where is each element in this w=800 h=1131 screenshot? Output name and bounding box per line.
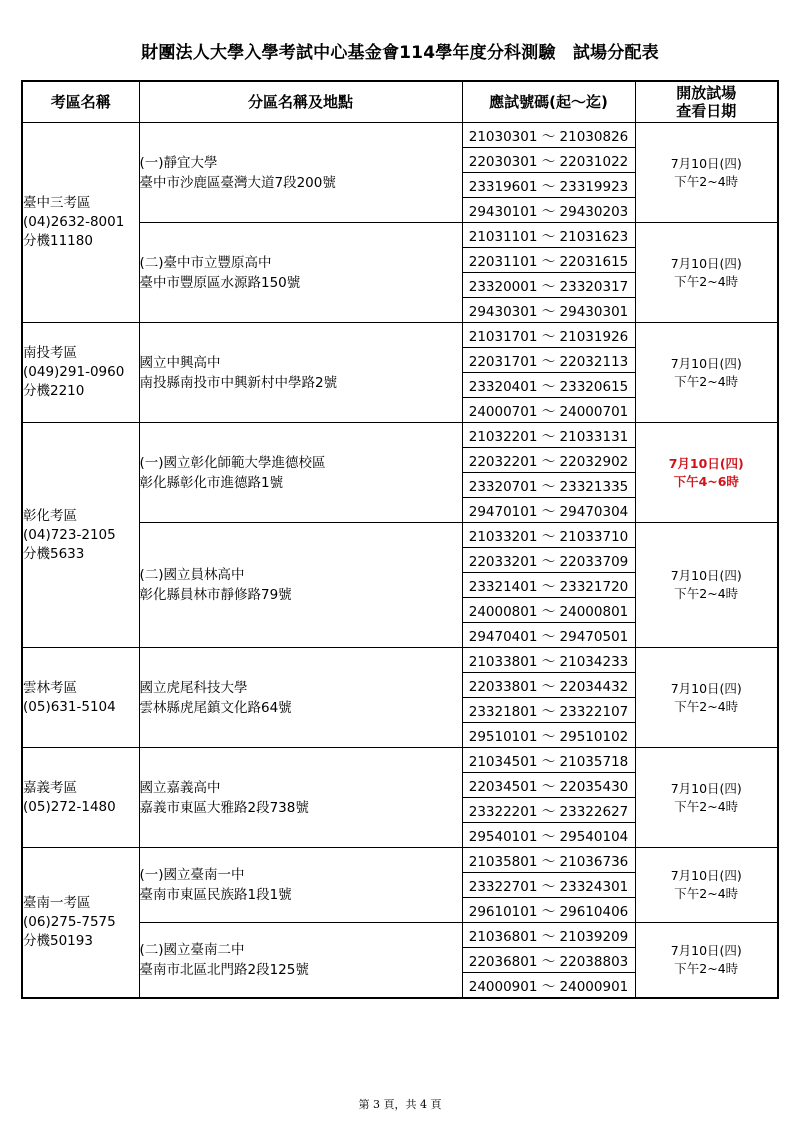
open-date: 7月10日(四)	[670, 943, 742, 958]
region-line: 彰化考區	[23, 507, 77, 524]
site-name: (二)臺中市立豐原高中	[139, 254, 272, 271]
header-region: 考區名稱	[22, 81, 139, 123]
open-time: 下午4~6時	[673, 473, 739, 489]
header-open-line1: 開放試場	[676, 84, 737, 102]
site-name: (二)國立員林高中	[139, 567, 245, 583]
region-line: (06)275-7575	[23, 914, 116, 930]
site-address: 嘉義市東區大雅路2段738號	[139, 799, 309, 816]
site-address: 臺南市北區北門路2段125號	[139, 962, 309, 978]
number-range-cell: 29510101 ～ 29510102	[462, 723, 635, 748]
region-line: 分機11180	[23, 233, 93, 249]
table-row	[22, 323, 778, 348]
region-line: 分機50193	[23, 933, 93, 949]
open-date: 7月10日(四)	[670, 155, 742, 171]
open-date-cell	[635, 523, 778, 648]
number-range-cell: 22031701 ～ 22032113	[462, 348, 635, 373]
region-line: (04)2632-8001	[23, 214, 125, 230]
open-time: 下午2~4時	[674, 798, 739, 814]
open-date: 7月10日(四)	[670, 868, 742, 883]
open-date: 7月10日(四)	[668, 455, 744, 471]
site-cell	[139, 223, 462, 323]
number-range-cell: 22032201 ～ 22032902	[462, 448, 635, 473]
region-line: (049)291-0960	[23, 364, 125, 380]
header-open-line2: 查看日期	[676, 102, 737, 120]
number-range-cell: 21034501 ～ 21035718	[462, 748, 635, 773]
site-cell	[139, 848, 462, 923]
open-date-cell	[635, 848, 778, 923]
site-address: 臺南市東區民族路1段1號	[139, 887, 292, 903]
site-address: 彰化縣彰化市進德路1號	[139, 474, 284, 491]
region-cell	[22, 123, 139, 323]
site-cell	[139, 748, 462, 848]
open-time: 下午2~4時	[674, 173, 739, 189]
region-line: (05)631-5104	[23, 698, 116, 715]
number-range-cell: 23321401 ～ 23321720	[462, 573, 635, 598]
number-range-cell: 24000701 ～ 24000701	[462, 398, 635, 423]
region-line: 分機2210	[23, 383, 85, 399]
open-date: 7月10日(四)	[670, 780, 742, 796]
number-range-cell: 21031701 ～ 21031926	[462, 323, 635, 348]
site-cell	[139, 123, 462, 223]
site-cell	[139, 523, 462, 648]
open-date: 7月10日(四)	[670, 355, 742, 371]
region-cell	[22, 423, 139, 648]
open-date: 7月10日(四)	[670, 255, 742, 271]
header-site: 分區名稱及地點	[139, 81, 462, 123]
region-line: 嘉義考區	[23, 779, 77, 796]
open-time: 下午2~4時	[674, 886, 739, 901]
site-cell	[139, 923, 462, 999]
number-range-cell: 29470101 ～ 29470304	[462, 498, 635, 523]
table-row	[22, 423, 778, 448]
number-range-cell: 29540101 ～ 29540104	[462, 823, 635, 848]
number-range-cell: 23320701 ～ 23321335	[462, 473, 635, 498]
exam-site-table	[21, 80, 779, 999]
site-name: (二)國立臺南二中	[139, 942, 245, 958]
number-range-cell: 21030301 ～ 21030826	[462, 123, 635, 148]
site-address: 彰化縣員林市靜修路79號	[139, 587, 292, 603]
number-range-cell: 23322701 ～ 23324301	[462, 873, 635, 898]
number-range-cell: 23320001 ～ 23320317	[462, 273, 635, 298]
region-cell	[22, 648, 139, 748]
number-range-cell: 22033201 ～ 22033709	[462, 548, 635, 573]
open-date-cell	[635, 123, 778, 223]
number-range-cell: 21033201 ～ 21033710	[462, 523, 635, 548]
open-date-cell	[635, 923, 778, 999]
site-cell	[139, 323, 462, 423]
page-footer: 第 3 頁，共 4 頁	[358, 1098, 442, 1111]
header-open-date	[635, 81, 778, 123]
number-range-cell: 29470401 ～ 29470501	[462, 623, 635, 648]
site-name: 國立中興高中	[139, 354, 221, 371]
site-name: (一)靜宜大學	[139, 154, 218, 171]
number-range-cell: 21033801 ～ 21034233	[462, 648, 635, 673]
site-name: (一)國立彰化師範大學進德校區	[139, 454, 326, 471]
site-address: 臺中市沙鹿區臺灣大道7段200號	[139, 174, 336, 191]
region-line: 分機5633	[23, 545, 85, 562]
table-row	[22, 123, 778, 148]
site-name: 國立嘉義高中	[139, 779, 221, 796]
number-range-cell: 23322201 ～ 23322627	[462, 798, 635, 823]
open-date-cell	[635, 648, 778, 748]
site-cell	[139, 423, 462, 523]
open-date-cell	[635, 423, 778, 523]
site-name: (一)國立臺南一中	[139, 867, 245, 883]
number-range-cell: 22031101 ～ 22031615	[462, 248, 635, 273]
table-row	[22, 748, 778, 773]
open-time: 下午2~4時	[674, 698, 739, 714]
region-line: (05)272-1480	[23, 798, 116, 815]
site-address: 雲林縣虎尾鎮文化路64號	[139, 699, 292, 716]
table-body	[22, 123, 778, 999]
site-address: 南投縣南投市中興新村中學路2號	[139, 374, 338, 391]
number-range-cell: 24000801 ～ 24000801	[462, 598, 635, 623]
number-range-cell: 21032201 ～ 21033131	[462, 423, 635, 448]
region-line: 雲林考區	[23, 679, 77, 696]
region-cell	[22, 748, 139, 848]
document-title: 財團法人大學入學考試中心基金會114學年度分科測驗 試場分配表	[141, 43, 659, 63]
number-range-cell: 24000901 ～ 24000901	[462, 973, 635, 999]
open-time: 下午2~4時	[674, 586, 739, 601]
region-line: 臺中三考區	[23, 195, 91, 211]
number-range-cell: 21036801 ～ 21039209	[462, 923, 635, 948]
number-range-cell: 23320401 ～ 23320615	[462, 373, 635, 398]
number-range-cell: 21031101 ～ 21031623	[462, 223, 635, 248]
open-date: 7月10日(四)	[670, 680, 742, 696]
region-line: 南投考區	[23, 345, 77, 361]
site-cell	[139, 648, 462, 748]
open-time: 下午2~4時	[674, 373, 739, 389]
number-range-cell: 22036801 ～ 22038803	[462, 948, 635, 973]
region-cell	[22, 848, 139, 999]
site-address: 臺中市豐原區水源路150號	[139, 274, 301, 291]
open-date: 7月10日(四)	[670, 568, 742, 583]
open-date-cell	[635, 748, 778, 848]
number-range-cell: 29430301 ～ 29430301	[462, 298, 635, 323]
number-range-cell: 22033801 ～ 22034432	[462, 673, 635, 698]
table-row	[22, 848, 778, 873]
number-range-cell: 29430101 ～ 29430203	[462, 198, 635, 223]
table-header-row	[22, 81, 778, 123]
number-range-cell: 23319601 ～ 23319923	[462, 173, 635, 198]
open-date-cell	[635, 223, 778, 323]
number-range-cell: 22034501 ～ 22035430	[462, 773, 635, 798]
number-range-cell: 23321801 ～ 23322107	[462, 698, 635, 723]
header-numbers: 應試號碼(起～迄)	[462, 81, 635, 123]
region-line: (04)723-2105	[23, 526, 116, 543]
open-time: 下午2~4時	[674, 961, 739, 976]
number-range-cell: 29610101 ～ 29610406	[462, 898, 635, 923]
region-line: 臺南一考區	[23, 895, 91, 911]
number-range-cell: 21035801 ～ 21036736	[462, 848, 635, 873]
open-time: 下午2~4時	[674, 273, 739, 289]
table-row	[22, 648, 778, 673]
region-cell	[22, 323, 139, 423]
site-name: 國立虎尾科技大學	[139, 679, 248, 696]
number-range-cell: 22030301 ～ 22031022	[462, 148, 635, 173]
open-date-cell	[635, 323, 778, 423]
